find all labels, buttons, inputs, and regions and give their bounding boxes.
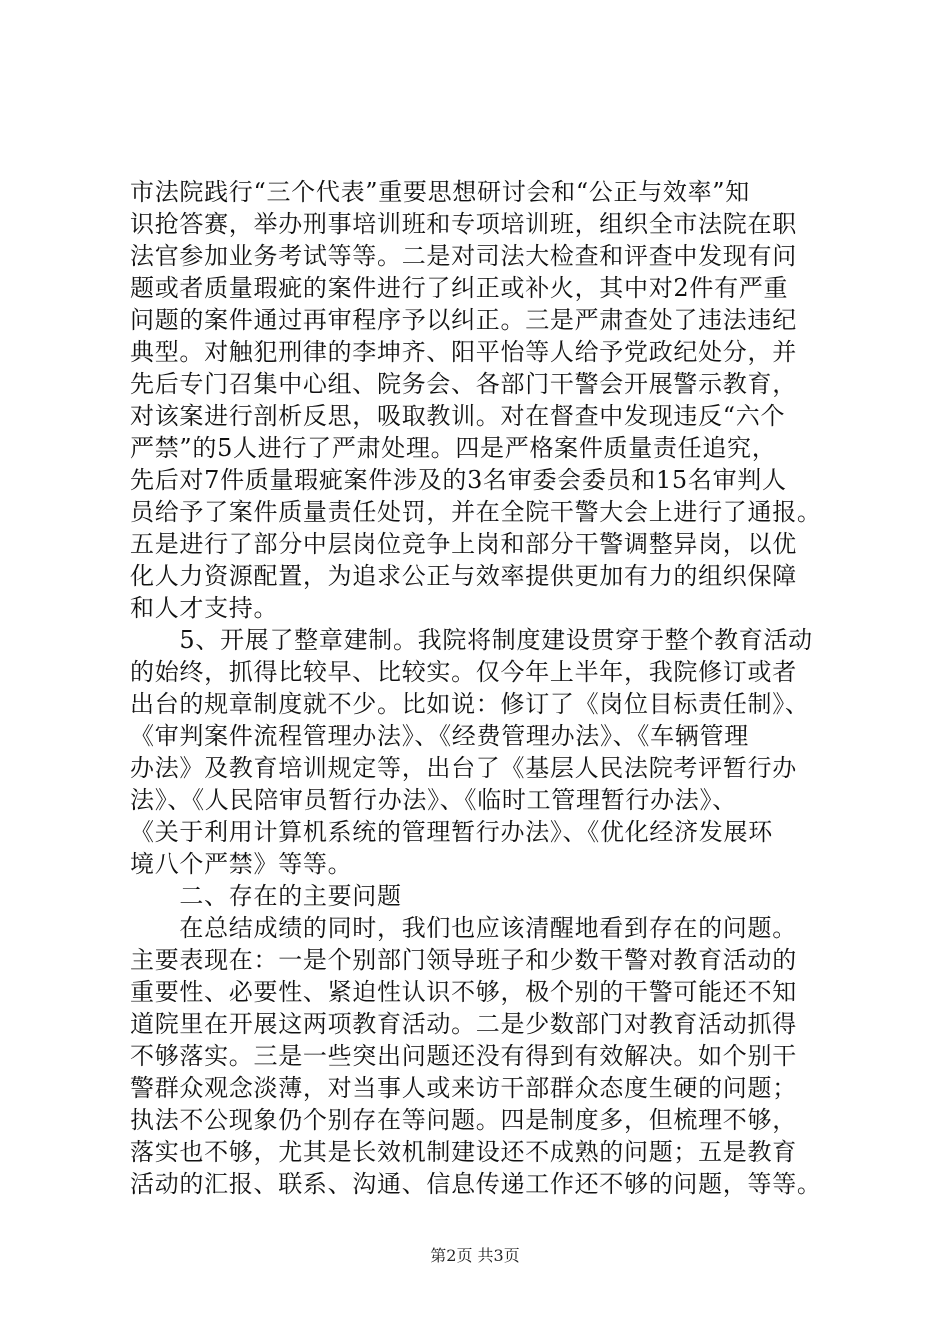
text-line: 识抢答赛，举办刑事培训班和专项培训班，组织全市法院在职 [130,210,797,238]
text-line: 《关于利用计算机系统的管理暂行办法》、《优化经济发展环 [130,818,773,846]
text-line: 主要表现在：一是个别部门领导班子和少数干警对教育活动的 [130,946,797,974]
page-number: 第2页 共3页 [430,1246,520,1265]
text-line: 典型。对触犯刑律的李坤齐、阳平怡等人给予党政纪处分，并 [130,338,797,366]
text-line: 法》、《人民陪审员暂行办法》、《临时工管理暂行办法》、 [130,786,737,814]
text-line: 对该案进行剖析反思，吸取教训。对在督查中发现违反“六个 [130,402,786,430]
text-line: 执法不公现象仍个别存在等问题。四是制度多，但梳理不够， [130,1106,797,1134]
text-line: 的始终，抓得比较早、比较实。仅今年上半年，我院修订或者 [130,658,797,686]
text-line: 《审判案件流程管理办法》、《经费管理办法》、《车辆管理 [130,722,749,750]
text-line: 在总结成绩的同时，我们也应该清醒地看到存在的问题。 [130,914,797,942]
text-line: 先后专门召集中心组、院务会、各部门干警会开展警示教育， [130,370,797,398]
text-line: 境八个严禁》等等。 [130,850,353,878]
text-line: 出台的规章制度就不少。比如说：修订了《岗位目标责任制》、 [130,690,810,718]
body-text [130,176,830,1200]
text-line: 员给予了案件质量责任处罚，并在全院干警大会上进行了通报。 [130,498,822,526]
text-line: 办法》及教育培训规定等，出台了《基层人民法院考评暂行办 [130,754,797,782]
text-line: 市法院践行“三个代表”重要思想研讨会和“公正与效率”知 [130,178,750,206]
text-line: 五是进行了部分中层岗位竞争上岗和部分干警调整异岗，以优 [130,530,797,558]
text-line: 问题的案件通过再审程序予以纠正。三是严肃查处了违法违纪 [130,306,797,334]
text-line: 5、开展了整章建制。我院将制度建设贯穿于整个教育活动 [130,626,813,654]
text-line: 化人力资源配置，为追求公正与效率提供更加有力的组织保障 [130,562,797,590]
text-line: 警群众观念淡薄，对当事人或来访干部群众态度生硬的问题； [130,1074,797,1102]
text-line: 严禁”的5人进行了严肃处理。四是严格案件质量责任追究， [130,434,777,462]
text-line: 先后对7件质量瑕疵案件涉及的3名审委会委员和15名审判人 [130,466,787,494]
section-heading: 二、存在的主要问题 [130,882,402,910]
text-line: 法官参加业务考试等等。二是对司法大检查和评查中发现有问 [130,242,797,270]
text-line: 道院里在开展这两项教育活动。二是少数部门对教育活动抓得 [130,1010,797,1038]
text-line: 和人才支持。 [130,594,279,622]
text-line: 重要性、必要性、紧迫性认识不够，极个别的干警可能还不知 [130,978,797,1006]
text-line: 不够落实。三是一些突出问题还没有得到有效解决。如个别干 [130,1042,797,1070]
text-line: 活动的汇报、联系、沟通、信息传递工作还不够的问题，等等。 [130,1170,822,1198]
text-line: 题或者质量瑕疵的案件进行了纠正或补火，其中对2件有严重 [130,274,789,302]
text-line: 落实也不够，尤其是长效机制建设还不成熟的问题；五是教育 [130,1138,797,1166]
